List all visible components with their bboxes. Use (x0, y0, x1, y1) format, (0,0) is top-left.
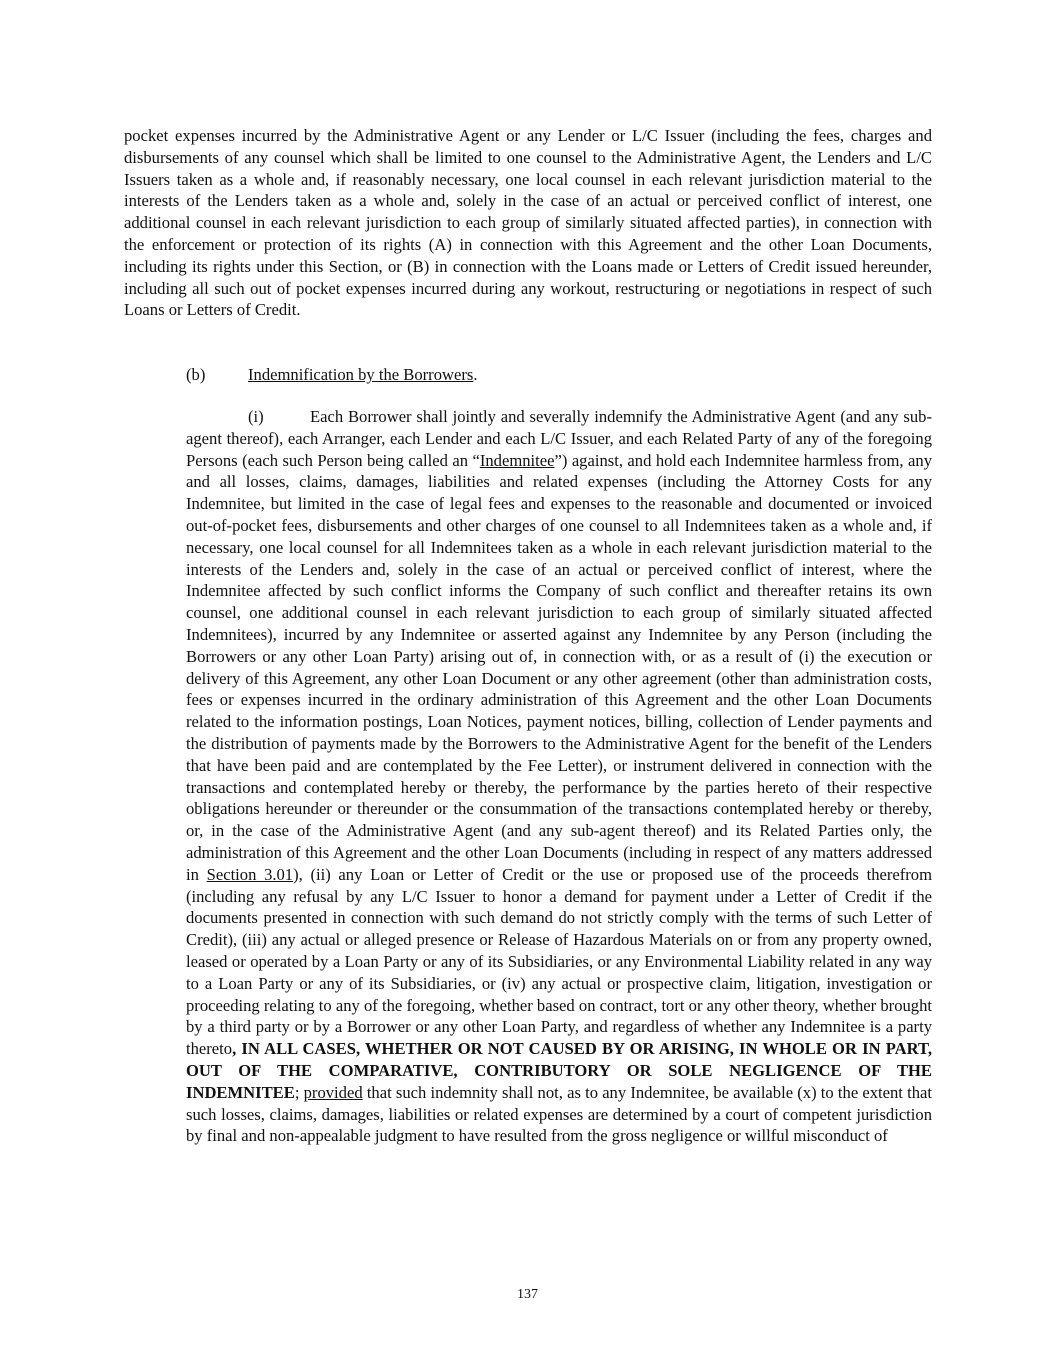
subsection-label: (i) (248, 407, 264, 426)
indemnification-paragraph (186, 406, 932, 1147)
proviso-term: provided (303, 1082, 363, 1102)
paragraph-text: Each Borrower shall jointly and severally indemnify the Administrative Agent (and any sub-agent thereof), each Arranger, each Lender and each L/C Issuer, and each Related Party of any of the foregoing Persons (each such Person being called an “ (186, 407, 932, 470)
section-reference: Section 3.01 (206, 864, 294, 884)
bold-negligence-clause: , IN ALL CASES, WHETHER OR NOT CAUSED BY OR ARISING, IN WHOLE OR IN PART, OUT OF THE COMPARATIVE, CONTRIBUTORY OR SOLE NEGLIGENCE OF THE INDEMNITEE (186, 1039, 932, 1102)
paragraph-text: ), (ii) any Loan or Letter of Credit or the use or proposed use of the proceeds therefrom (including any refusal by any L/C Issuer to honor a demand for payment under a Letter of Credit if the documents presented in connection with such demand do not strictly comply with the terms of such Letter of Credit), (iii) any actual or alleged presence or Release of Hazardous Materials on or from any property owned, leased or operated by a Loan Party or any of its Subsidiaries, or any Environmental Liability related in any way to a Loan Party or any of its Subsidiaries, or (iv) any actual or prospective claim, litigation, investigation or proceeding relating to any of the foregoing, whether based on contract, tort or any other theory, whether brought by a third party or by a Borrower or any other Loan Party, and regardless of whether any Indemnitee is a party thereto (186, 864, 932, 1059)
section-title: Indemnification by the Borrowers (248, 365, 474, 384)
paragraph-text: that such indemnity shall not, as to any Indemnitee, be available (x) to the extent that such losses, claims, damages, liabilities or related expenses are determined by a court of competent jurisdiction by final and non-appealable judgment to have resulted from the gross negligence or willful misconduct of (186, 1082, 932, 1146)
paragraph-text: ”) against, and hold each Indemnitee harmless from, any and all losses, claims, damages, liabilities and related expenses (including the Attorney Costs for any Indemnitee, but limited in the case of legal fees and expenses to the reasonable and documented or invoiced out-of-pocket fees, disbursements and other charges of one counsel to all Indemnitees taken as a whole and, if necessary, one local counsel for all Indemnitees taken as a whole in each relevant jurisdiction material to the interests of the Lenders and, solely in the case of an actual or perceived conflict of interest, where the Indemnitee affected by such conflict informs the Company of such conflict and thereafter retains its own counsel, one additional counsel in each relevant jurisdiction to each group of similarly situated affected Indemnitees), incurred by any Indemnitee or asserted against any Indemnitee by any Person (including the Borrowers or any other Loan Party) arising out of, in connection with, or as a result of (i) the execution or delivery of this Agreement, any other Loan Document or any other agreement (other than administration costs, fees or expenses incurred in the ordinary administration of this Agreement and the other Loan Documents related to the information postings, Loan Notices, payment notices, billing, collection of Lender payments and the distribution of payments made by the Borrowers to the Administrative Agent for the benefit of the Lenders that have been paid and are contemplated by the Fee Letter), or instrument delivered in connection with the transactions and contemplated hereby or thereby, the performance by the parties hereto of their respective obligations hereunder or thereunder or the consummation of the transactions contemplated hereby or thereby, or, in the case of the Administrative Agent (and any sub-agent thereof) and its Related Parties only, the administration of this Agreement and the other Loan Documents (including in respect of any matters addressed in (186, 450, 932, 884)
defined-term-indemnitee: Indemnitee (479, 450, 555, 470)
section-heading-b (186, 364, 478, 386)
paragraph-text: ; (294, 1082, 304, 1102)
section-label: (b) (186, 365, 206, 384)
section-title-period: . (473, 365, 478, 384)
paragraph-continued: pocket expenses incurred by the Administrative Agent or any Lender or L/C Issuer (including the fees, charges and disbursements of any counsel which shall be limited to one counsel to the Administrative Agent, the Lenders and L/C Issuers taken as a whole and, if reasonably necessary, one local counsel in each relevant jurisdiction material to the interests of the Lenders taken as a whole and, solely in the case of an actual or perceived conflict of interest, one additional counsel in each relevant jurisdiction to each group of similarly situated affected parties), in connection with the enforcement or protection of its rights (A) in connection with this Agreement and the other Loan Documents, including its rights under this Section, or (B) in connection with the Loans made or Letters of Credit issued hereunder, including all such out of pocket expenses incurred during any workout, restructuring or negotiations in respect of such Loans or Letters of Credit. (124, 126, 932, 320)
page-number: 137 (517, 1287, 538, 1302)
